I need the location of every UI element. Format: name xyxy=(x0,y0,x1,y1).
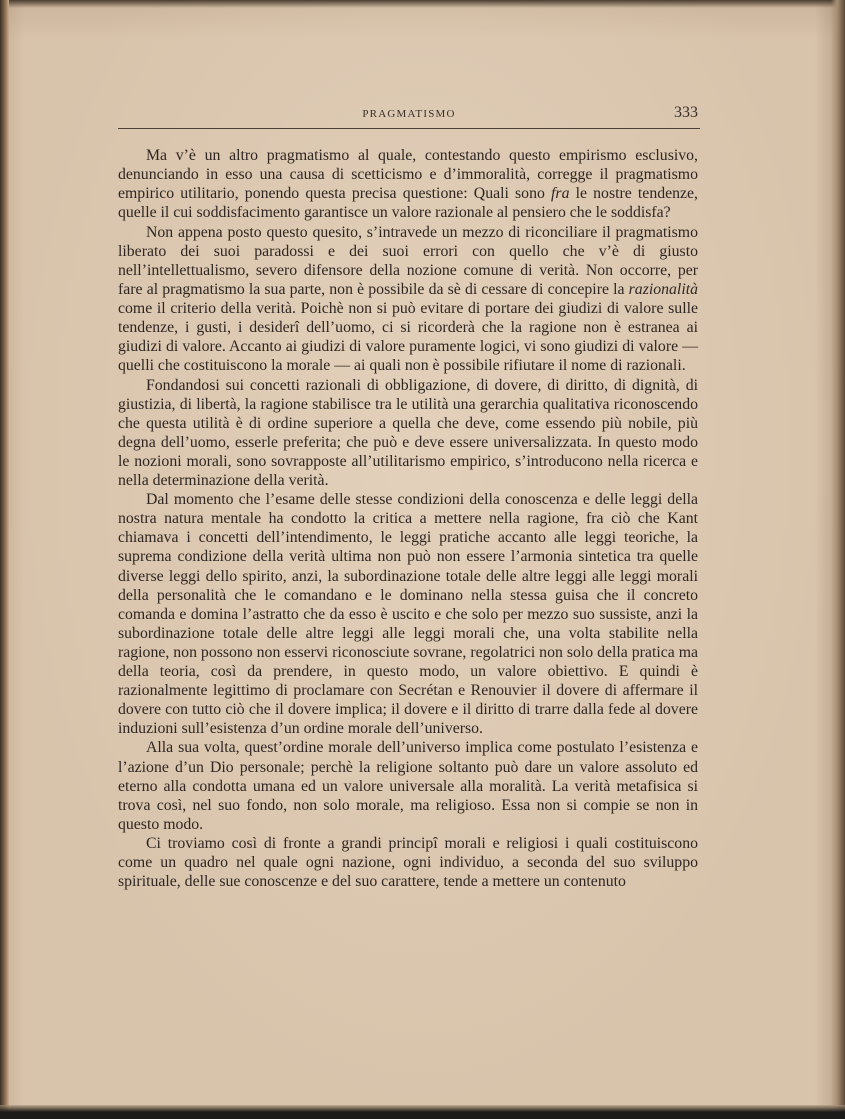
paragraph: Ci troviamo così di fronte a grandi principî morali e religiosi i quali costituiscono come un quadro nel quale ogni nazione, ogni individuo, a seconda del suo sviluppo spirituale, delle sue conoscenze e del suo carattere, tende a mettere un contenuto xyxy=(118,835,698,891)
paragraph: Dal momento che l’esame delle stesse condizioni della conoscenza e delle leggi della nostra natura mentale ha condotto la critica a mettere nella ragione, fra ciò che Kant chiamava i concetti dell’intendimento, le leggi pratiche accanto alle leggi teoriche, la suprema condizione della verità ultima non può non essere l’armonia sintetica tra quelle diverse leggi dello spirito, anzi, la subordinazione totale delle altre leggi alle leggi morali della personalità che le comandano e le dominano nella stessa guisa che il concreto comanda e domina l’astratto che da esso è uscito e che solo per mezzo suo sussiste, anzi la subordinazione totale delle altre leggi alle leggi morali che, una volta stabilite nella ragione, non possono non esservi riconosciute sovrane, regolatrici non solo della pratica ma della teoria, così da prendere, in questo modo, un valore obiettivo. E quindi è razionalmente legittimo di proclamare con Secrétan e Renouvier il dovere di affermare il dovere con tutto ciò che il dovere implica; il dovere e il diritto di trarre dalla fede al dovere induzioni sull’esistenza d’un ordine morale dell’universo. xyxy=(118,491,698,737)
page-bottom-edge xyxy=(0,1105,845,1119)
page-binding-edge xyxy=(0,0,9,1119)
paragraph: Alla sua volta, quest’ordine morale dell’universo implica come postulato l’esistenza e l’azione d’un Dio personale; perchè la religione soltanto può dare un valore assoluto ed eterno alla condotta umana ed un valore universale alla moralità. La verità metafisica si trova così, nel suo fondo, non solo morale, ma religioso. Essa non si compie se non in questo modo. xyxy=(118,739,698,833)
italic-term: fra xyxy=(551,185,570,203)
page-top-shadow xyxy=(0,0,845,8)
page-number: 333 xyxy=(674,104,698,121)
paragraph xyxy=(118,223,698,375)
page-right-edge xyxy=(831,0,845,1119)
body-text xyxy=(118,146,698,891)
running-header xyxy=(118,104,700,129)
paragraph: Fondandosi sui concetti razionali di obbligazione, di dovere, di diritto, di dignità, di giustizia, di libertà, la ragione stabilisce tra le utilità una gerarchia qualitativa riconoscendo che questa utilità è di ordine superiore a quella che deve, come essendo più nobile, più degna dell’uomo, esserle preferita; che può e deve essere universalizzata. In questo modo le nozioni morali, sono sovrapposte all’utilitarismo empirico, s’introducono nella ricerca e nella determinazione della verità. xyxy=(118,376,698,489)
running-title: PRAGMATISMO xyxy=(362,108,456,120)
paragraph-text: Non appena posto questo quesito, s’intravede un mezzo di riconciliare il pragmatismo liberato dei suoi paradossi e dei suoi errori con quello che v’è di giusto nell’intellettualismo, severo difensore della nozione comune di verità. Non occorre, per fare al pragmatismo la sua parte, non è possibile da sè di cessare di concepire la xyxy=(118,223,698,298)
italic-term: razionalità xyxy=(628,280,698,298)
paragraph-text: come il criterio della verità. Poichè non si può evitare di portare dei giudizi di valore sulle tendenze, i gusti, i desiderî dell’uomo, ci si ricorderà che la ragione non è estranea ai giudizi di valore. Accanto ai giudizi di valore puramente logici, vi sono giudizi di valore — quelli che costituiscono la morale — ai quali non è possibile rifiutare il nome di razionali. xyxy=(118,299,698,375)
paragraph-text: Ma v’è un altro pragmatismo al quale, contestando questo empirismo esclusivo, denunciando in esso una causa di scetticismo e d’immoralità, corregge il pragmatismo empirico utilitario, ponendo questa precisa questione: Quali sono xyxy=(118,147,698,203)
paragraph-text: le nostre tendenze, quelle il cui soddisfacimento garantisce un valore razionale al pensiero che le soddisfa? xyxy=(118,185,698,222)
paragraph xyxy=(118,146,698,222)
